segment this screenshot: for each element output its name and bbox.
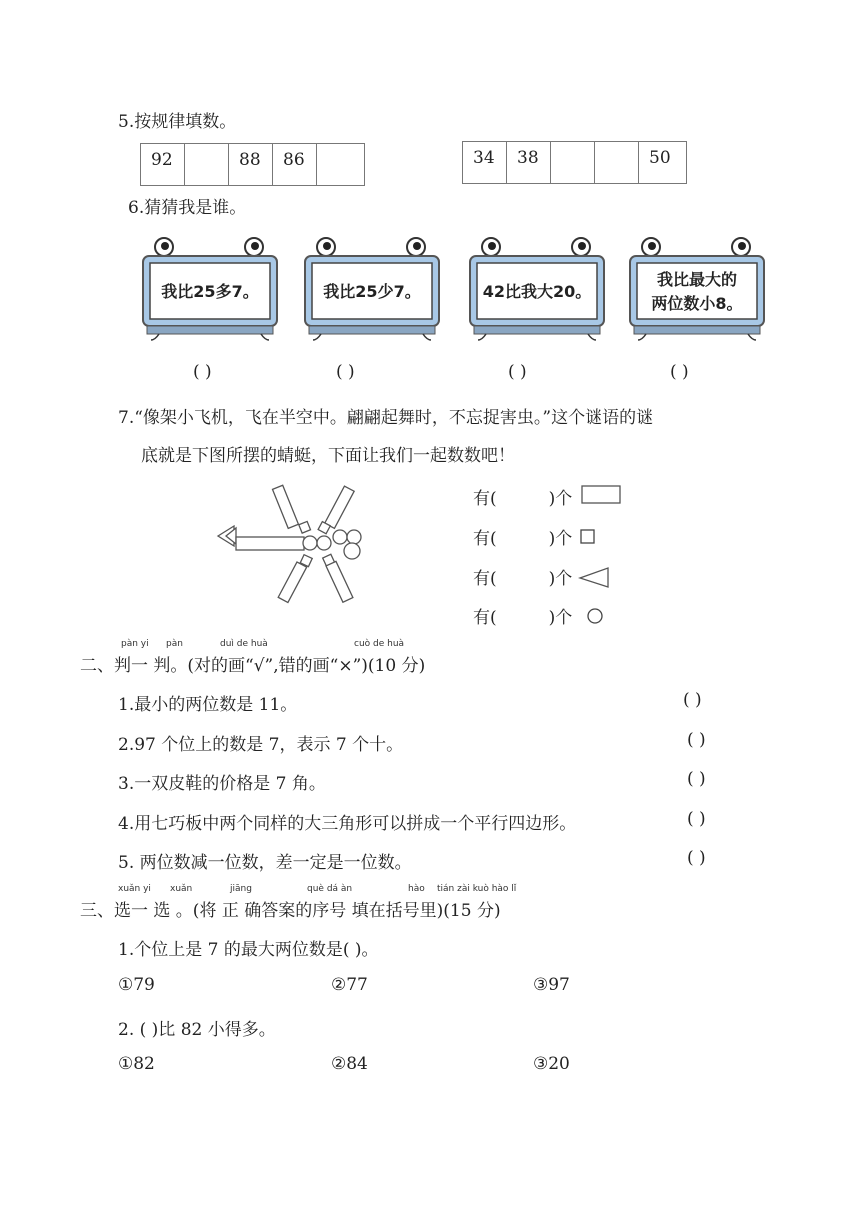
answer-blank[interactable]: ( ) [687, 769, 706, 789]
count-suffix: )个 [548, 569, 573, 589]
count-prefix: 有( [473, 569, 497, 589]
pinyin: cuò de huà [354, 639, 405, 649]
answer-blank[interactable]: ( ) [683, 690, 702, 710]
answer-blank[interactable]: ( ) [508, 362, 527, 382]
choice-q2: 2. ( )比 82 小得多。 [118, 1020, 276, 1040]
q7-line-1: 7.“像架小飞机，飞在半空中。翩翩起舞时，不忘捉害虫。”这个谜语的谜 [118, 408, 654, 428]
count-prefix: 有( [473, 608, 497, 628]
count-suffix: )个 [548, 608, 573, 628]
section3-title-text: 三、选一 选 。(将 正 确答案的序号 填在括号里)(15 分) [80, 901, 501, 921]
tv-screen-text: 42比我大20。 [482, 282, 592, 301]
tv-screen-1 [137, 234, 283, 344]
choice-option[interactable]: ②84 [331, 1054, 368, 1074]
circle-icon [578, 606, 606, 626]
sequence-cell: 34 [463, 142, 507, 184]
answer-blank[interactable]: ( ) [687, 730, 706, 750]
dragonfly-figure-icon [212, 480, 372, 610]
count-suffix: )个 [548, 489, 573, 509]
pinyin: duì de huà [220, 639, 268, 649]
pinyin: xuǎn [170, 884, 193, 894]
answer-blank[interactable]: ( ) [687, 809, 706, 829]
pinyin: hào [408, 884, 425, 894]
sequence-cell-blank[interactable] [317, 144, 365, 186]
tv-screen-text: 我比25少7。 [323, 282, 421, 301]
sequence-table-2 [462, 141, 687, 184]
section3-title [80, 884, 517, 921]
pinyin: pàn yi [121, 639, 149, 649]
sequence-cell: 88 [229, 144, 273, 186]
choice-option[interactable]: ①82 [118, 1054, 155, 1074]
sequence-cell-blank[interactable] [185, 144, 229, 186]
count-suffix: )个 [548, 529, 573, 549]
section2-title [80, 639, 426, 676]
sequence-cell: 38 [507, 142, 551, 184]
choice-option[interactable]: ③20 [533, 1054, 570, 1074]
count-row-square [473, 524, 598, 549]
pinyin: què dá àn [307, 884, 353, 894]
answer-blank[interactable]: ( ) [336, 362, 355, 382]
choice-option[interactable]: ①79 [118, 975, 155, 995]
count-row-triangle [473, 564, 612, 589]
pinyin: xuǎn yi [118, 884, 151, 894]
answer-blank[interactable]: ( ) [670, 362, 689, 382]
judge-item-2: 2.97 个位上的数是 7，表示 7 个十。 [118, 735, 404, 755]
sequence-cell: 92 [141, 144, 185, 186]
tv-screen-text: 我比25多7。 [161, 282, 259, 301]
q6-title: 6.猜猜我是谁。 [128, 198, 247, 218]
judge-item-3: 3.一双皮鞋的价格是 7 角。 [118, 774, 326, 794]
tv-screen-text: 我比最大的 两位数小8。 [651, 270, 743, 313]
q5-title: 5.按规律填数。 [118, 112, 237, 132]
pinyin: pàn [166, 639, 183, 649]
sequence-cell-blank[interactable] [595, 142, 639, 184]
sequence-cell: 50 [639, 142, 687, 184]
choice-option[interactable]: ②77 [331, 975, 368, 995]
square-icon [578, 527, 598, 547]
count-row-rectangle [473, 484, 622, 509]
triangle-icon [578, 565, 612, 589]
tv-screen-4 [624, 234, 770, 344]
pinyin: tián zài kuò hào lǐ [437, 884, 517, 894]
count-prefix: 有( [473, 489, 497, 509]
section2-title-text: 二、判一 判。(对的画“√”,错的画“×”)(10 分) [80, 656, 426, 676]
choice-q1: 1.个位上是 7 的最大两位数是( )。 [118, 940, 379, 960]
judge-item-4: 4.用七巧板中两个同样的大三角形可以拼成一个平行四边形。 [118, 814, 577, 834]
answer-blank[interactable]: ( ) [193, 362, 212, 382]
judge-item-5: 5. 两位数减一位数，差一定是一位数。 [118, 853, 412, 873]
sequence-table-1 [140, 143, 365, 186]
sequence-cell: 86 [273, 144, 317, 186]
count-row-circle [473, 603, 606, 628]
answer-blank[interactable]: ( ) [687, 848, 706, 868]
tv-screen-3 [464, 234, 610, 344]
tv-screen-2 [299, 234, 445, 344]
pinyin: jiāng [230, 884, 252, 894]
judge-item-1: 1.最小的两位数是 11。 [118, 695, 298, 715]
q7-line-2: 底就是下图所摆的蜻蜓，下面让我们一起数数吧！ [141, 446, 515, 466]
choice-option[interactable]: ③97 [533, 975, 570, 995]
rectangle-icon [578, 484, 622, 506]
count-prefix: 有( [473, 529, 497, 549]
sequence-cell-blank[interactable] [551, 142, 595, 184]
